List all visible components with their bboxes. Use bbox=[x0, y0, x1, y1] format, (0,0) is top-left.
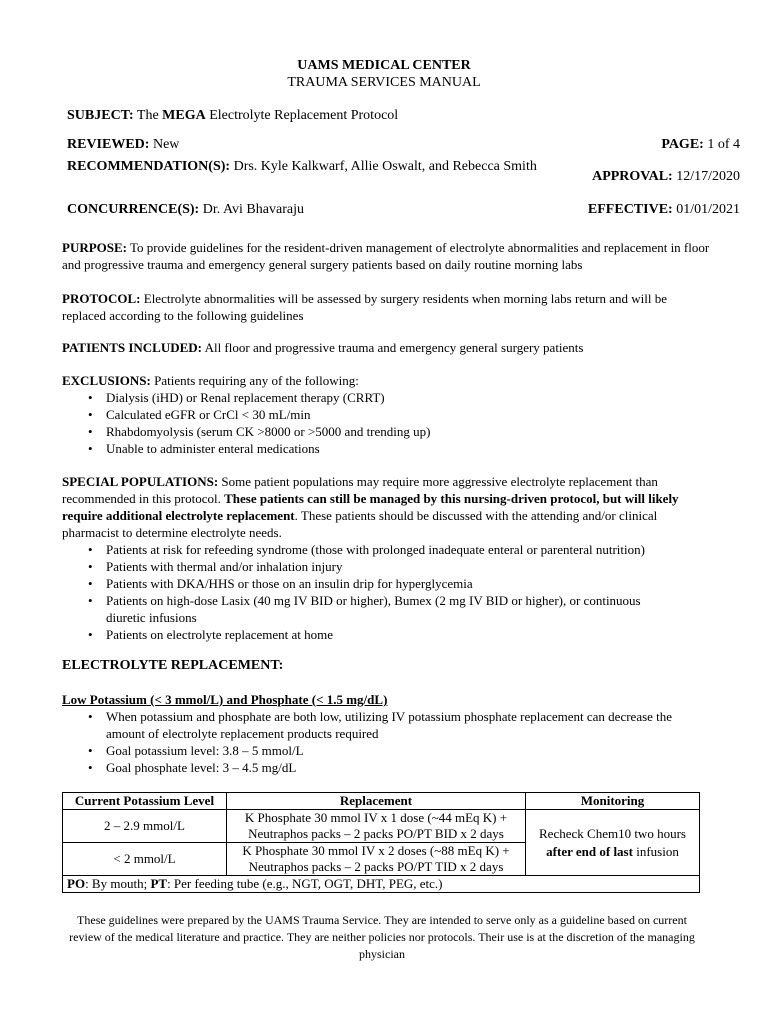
monitoring-pre: Recheck Chem10 two hours bbox=[539, 825, 686, 841]
low-k-phos-list bbox=[62, 708, 712, 776]
concurrence-value: Dr. Avi Bhavaraju bbox=[202, 202, 304, 217]
col-header-level: Current Potassium Level bbox=[63, 793, 227, 810]
reviewed-value: New bbox=[152, 137, 180, 152]
reviewed-line bbox=[67, 136, 179, 153]
list-item: • Patients on electrolyte replacement at home bbox=[62, 626, 712, 643]
purpose-text: To provide guidelines for the resident-driven management of electrolyte abnormalities and replacement in floor and progressive trauma and emergency general surgery patients based on daily routine morning labs bbox=[62, 240, 710, 272]
special-populations-bold: These patients can still be managed by this nursing-driven protocol, but will likely require additional electrolyte replacement bbox=[62, 491, 679, 523]
reviewed-label: REVIEWED: bbox=[67, 137, 150, 152]
page-value: 1 of 4 bbox=[707, 137, 740, 152]
patients-included-section bbox=[62, 339, 712, 356]
list-item: • Rhabdomyolysis (serum CK >8000 or >5000 and trending up) bbox=[62, 423, 712, 440]
table-header-row bbox=[63, 793, 700, 810]
concurrence-line bbox=[67, 201, 304, 218]
purpose-label: PURPOSE: bbox=[62, 240, 127, 255]
manual-title: TRAUMA SERVICES MANUAL bbox=[287, 75, 481, 90]
level-cell: 2 – 2.9 mmol/L bbox=[63, 810, 227, 843]
subject-bold: MEGA bbox=[162, 108, 206, 123]
list-item: • Goal potassium level: 3.8 – 5 mmol/L bbox=[62, 742, 712, 759]
concurrence-label: CONCURRENCE(S): bbox=[67, 202, 200, 217]
replacement-line: K Phosphate 30 mmol IV x 1 dose (~44 mEq K) + bbox=[244, 810, 508, 825]
note-po-text: : By mouth; bbox=[85, 876, 148, 891]
monitoring-cell bbox=[526, 810, 700, 876]
replacement-cell bbox=[227, 843, 526, 876]
recommendation-value: Drs. Kyle Kalkwarf, Allie Oswalt, and Rebecca Smith bbox=[233, 159, 537, 174]
exclusions-text: Patients requiring any of the following: bbox=[154, 373, 359, 388]
subject-label: SUBJECT: bbox=[67, 108, 134, 123]
special-populations-text1: Some patient populations may require more aggressive electrolyte replacement than recommended in this protocol. bbox=[62, 474, 658, 506]
replacement-line: K Phosphate 30 mmol IV x 2 doses (~88 mEq K) + bbox=[242, 843, 510, 858]
page-label: PAGE: bbox=[661, 137, 704, 152]
patients-included-label: PATIENTS INCLUDED: bbox=[62, 340, 203, 355]
effective-value: 01/01/2021 bbox=[676, 202, 740, 217]
org-title: UAMS MEDICAL CENTER bbox=[297, 58, 471, 73]
special-populations-label: SPECIAL POPULATIONS: bbox=[62, 474, 219, 489]
recommendation-label: RECOMMENDATION(S): bbox=[67, 159, 231, 174]
footer-disclaimer: These guidelines were prepared by the UAMS Trauma Service. They are intended to serve only as a guideline based on current review of the medical literature and practice. They are neither policies nor protocols. Their use is at the discretion of the managing physician bbox=[69, 913, 695, 961]
electrolyte-heading: ELECTROLYTE REPLACEMENT: bbox=[62, 658, 284, 673]
col-header-replacement: Replacement bbox=[227, 793, 526, 810]
subject-post: Electrolyte Replacement Protocol bbox=[209, 108, 399, 123]
protocol-label: PROTOCOL: bbox=[62, 291, 141, 306]
table-note bbox=[63, 876, 700, 893]
list-item: • Calculated eGFR or CrCl < 30 mL/min bbox=[62, 406, 712, 423]
replacement-cell bbox=[227, 810, 526, 843]
special-populations-list bbox=[62, 541, 712, 643]
approval-label: APPROVAL: bbox=[592, 169, 673, 184]
protocol-section bbox=[62, 290, 712, 324]
replacement-table bbox=[62, 792, 700, 893]
low-k-phos-section bbox=[62, 691, 712, 776]
list-item: • Dialysis (iHD) or Renal replacement therapy (CRRT) bbox=[62, 389, 712, 406]
list-item: • Patients with thermal and/or inhalation injury bbox=[62, 558, 712, 575]
purpose-section bbox=[62, 239, 712, 273]
monitoring-bold: after end of last bbox=[546, 843, 633, 859]
subject-pre: The bbox=[136, 108, 159, 123]
subject-line bbox=[67, 107, 707, 124]
special-populations-text2: . These patients should be discussed with the attending and/or clinical pharmacist to determine electrolyte needs. bbox=[62, 508, 658, 540]
monitoring-post: infusion bbox=[636, 843, 679, 859]
list-item: • When potassium and phosphate are both low, utilizing IV potassium phosphate replacement can decrease the amount of electrolyte replacement products required bbox=[62, 708, 712, 742]
note-pt: PT bbox=[150, 876, 168, 891]
table-note-row bbox=[63, 876, 700, 893]
protocol-text: Electrolyte abnormalities will be assessed by surgery residents when morning labs return and will be replaced according to the following guidelines bbox=[62, 291, 667, 323]
col-header-monitoring: Monitoring bbox=[526, 793, 700, 810]
replacement-line: Neutraphos packs – 2 packs PO/PT TID x 2 days bbox=[248, 859, 504, 874]
list-item: • Patients at risk for refeeding syndrome (those with prolonged inadequate enteral or parenteral nutrition) bbox=[62, 541, 712, 558]
level-cell: < 2 mmol/L bbox=[63, 843, 227, 876]
table-row bbox=[63, 810, 700, 843]
note-po: PO bbox=[67, 876, 86, 891]
page-line bbox=[661, 136, 740, 153]
replacement-line: Neutraphos packs – 2 packs PO/PT BID x 2 days bbox=[248, 826, 504, 841]
exclusions-list bbox=[62, 389, 712, 457]
effective-label: EFFECTIVE: bbox=[587, 202, 673, 217]
approval-value: 12/17/2020 bbox=[676, 169, 740, 184]
list-item: • Patients with DKA/HHS or those on an insulin drip for hyperglycemia bbox=[62, 575, 712, 592]
patients-included-text: All floor and progressive trauma and emergency general surgery patients bbox=[204, 340, 584, 355]
low-k-phos-heading: Low Potassium (< 3 mmol/L) and Phosphate (< 1.5 mg/dL) bbox=[62, 692, 388, 707]
effective-line bbox=[588, 201, 740, 218]
exclusions-label: EXCLUSIONS: bbox=[62, 373, 151, 388]
list-item: • Patients on high-dose Lasix (40 mg IV BID or higher), Bumex (2 mg IV BID or higher), or continuous diuretic infusions bbox=[62, 592, 712, 626]
approval-line bbox=[592, 168, 740, 185]
note-pt-text: : Per feeding tube (e.g., NGT, OGT, DHT, PEG, etc.) bbox=[167, 876, 443, 891]
list-item: • Unable to administer enteral medications bbox=[62, 440, 712, 457]
exclusions-section bbox=[62, 372, 712, 457]
special-populations-section bbox=[62, 473, 712, 643]
list-item: • Goal phosphate level: 3 – 4.5 mg/dL bbox=[62, 759, 712, 776]
recommendation-line bbox=[67, 158, 547, 175]
